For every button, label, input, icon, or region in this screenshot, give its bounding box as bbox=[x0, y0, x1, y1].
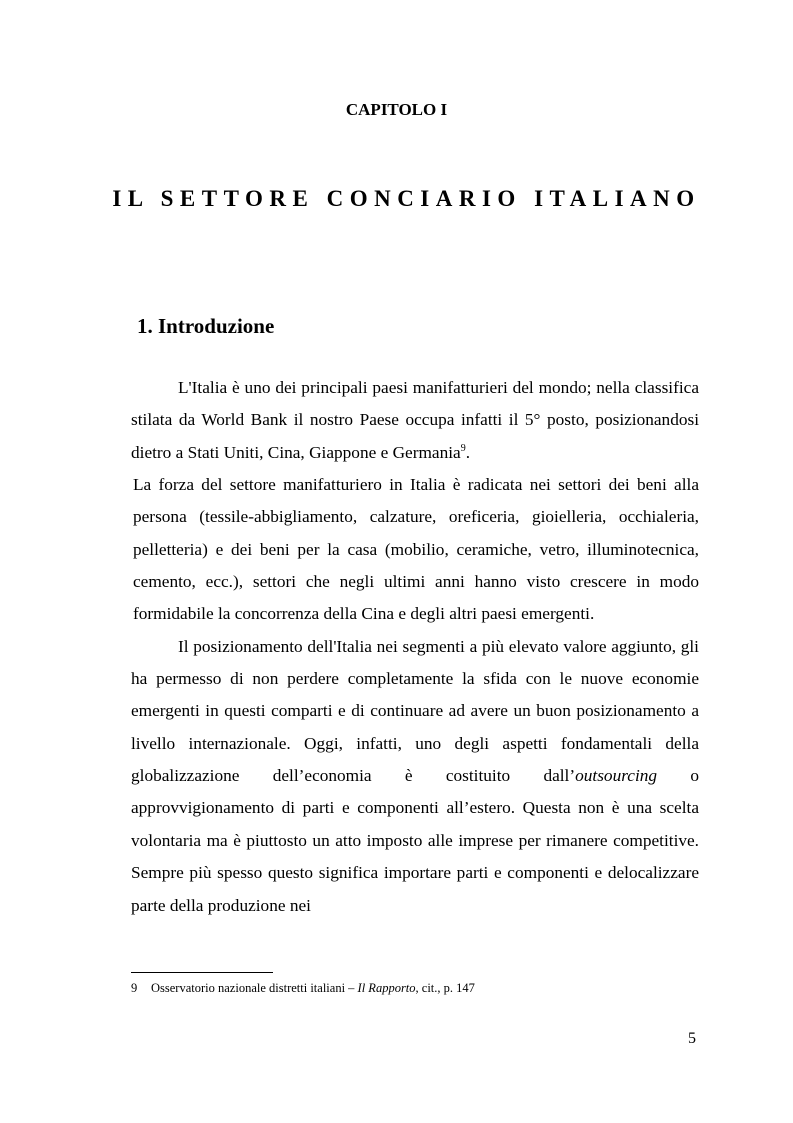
footnote-separator bbox=[131, 972, 273, 973]
paragraph-3-italic: outsourcing bbox=[575, 766, 658, 786]
paragraph-1-end: . bbox=[465, 442, 471, 462]
paragraph-1-text: L'Italia è uno dei principali paesi manifatturieri del mondo; nella classifica stilata da World Bank il nostro Paese occupa infatti il 5° posto, posizionandosi dietro a Stati Uniti, Cina, Giappone e Germania bbox=[131, 378, 699, 462]
paragraph-3-text-a: Il posizionamento dell'Italia nei segmenti a più elevato valore aggiunto, gli ha permesso di non perdere completamente la sfida con le nuove economie emergenti in questi comparti e di continuare ad avere un buon posizionamento a livello internazionale. Oggi, infatti, uno degli aspetti fondamentali della globalizzazione dell’economia è costituito dall’ bbox=[131, 636, 699, 786]
footnote-text-b: , cit., p. 147 bbox=[415, 981, 475, 995]
footnote-number: 9 bbox=[131, 981, 138, 995]
footnote-italic: Il Rapporto bbox=[357, 981, 416, 995]
paragraph-1 bbox=[131, 372, 699, 469]
paragraph-3 bbox=[131, 631, 699, 922]
body-text bbox=[131, 372, 699, 922]
footnote bbox=[131, 980, 475, 996]
footnote-text-a: Osservatorio nazionale distretti italiani – bbox=[151, 981, 358, 995]
page-number: 5 bbox=[688, 1030, 696, 1047]
section-heading: 1. Introduzione bbox=[137, 314, 275, 338]
paragraph-3-text-b: o approvvigionamento di parti e componenti all’estero. Questa non è una scelta volontaria ma è piuttosto un atto imposto alle imprese per rimanere competitive. Sempre più spesso questo significa importare parti e componenti e delocalizzare parte della produzione nei bbox=[131, 766, 699, 915]
chapter-title: IL SETTORE CONCIARIO ITALIANO bbox=[112, 186, 701, 211]
footnote-reference: 9 bbox=[460, 442, 466, 454]
paragraph-2: La forza del settore manifatturiero in Italia è radicata nei settori dei beni alla persona (tessile-abbigliamento, calzature, oreficeria, gioielleria, occhialeria, pelletteria) e dei beni per la casa (mobilio, ceramiche, vetro, illuminotecnica, cemento, ecc.), settori che negli ultimi anni hanno visto crescere in modo formidabile la concorrenza della Cina e degli altri paesi emergenti. bbox=[133, 475, 699, 624]
chapter-label: CAPITOLO I bbox=[345, 100, 448, 119]
